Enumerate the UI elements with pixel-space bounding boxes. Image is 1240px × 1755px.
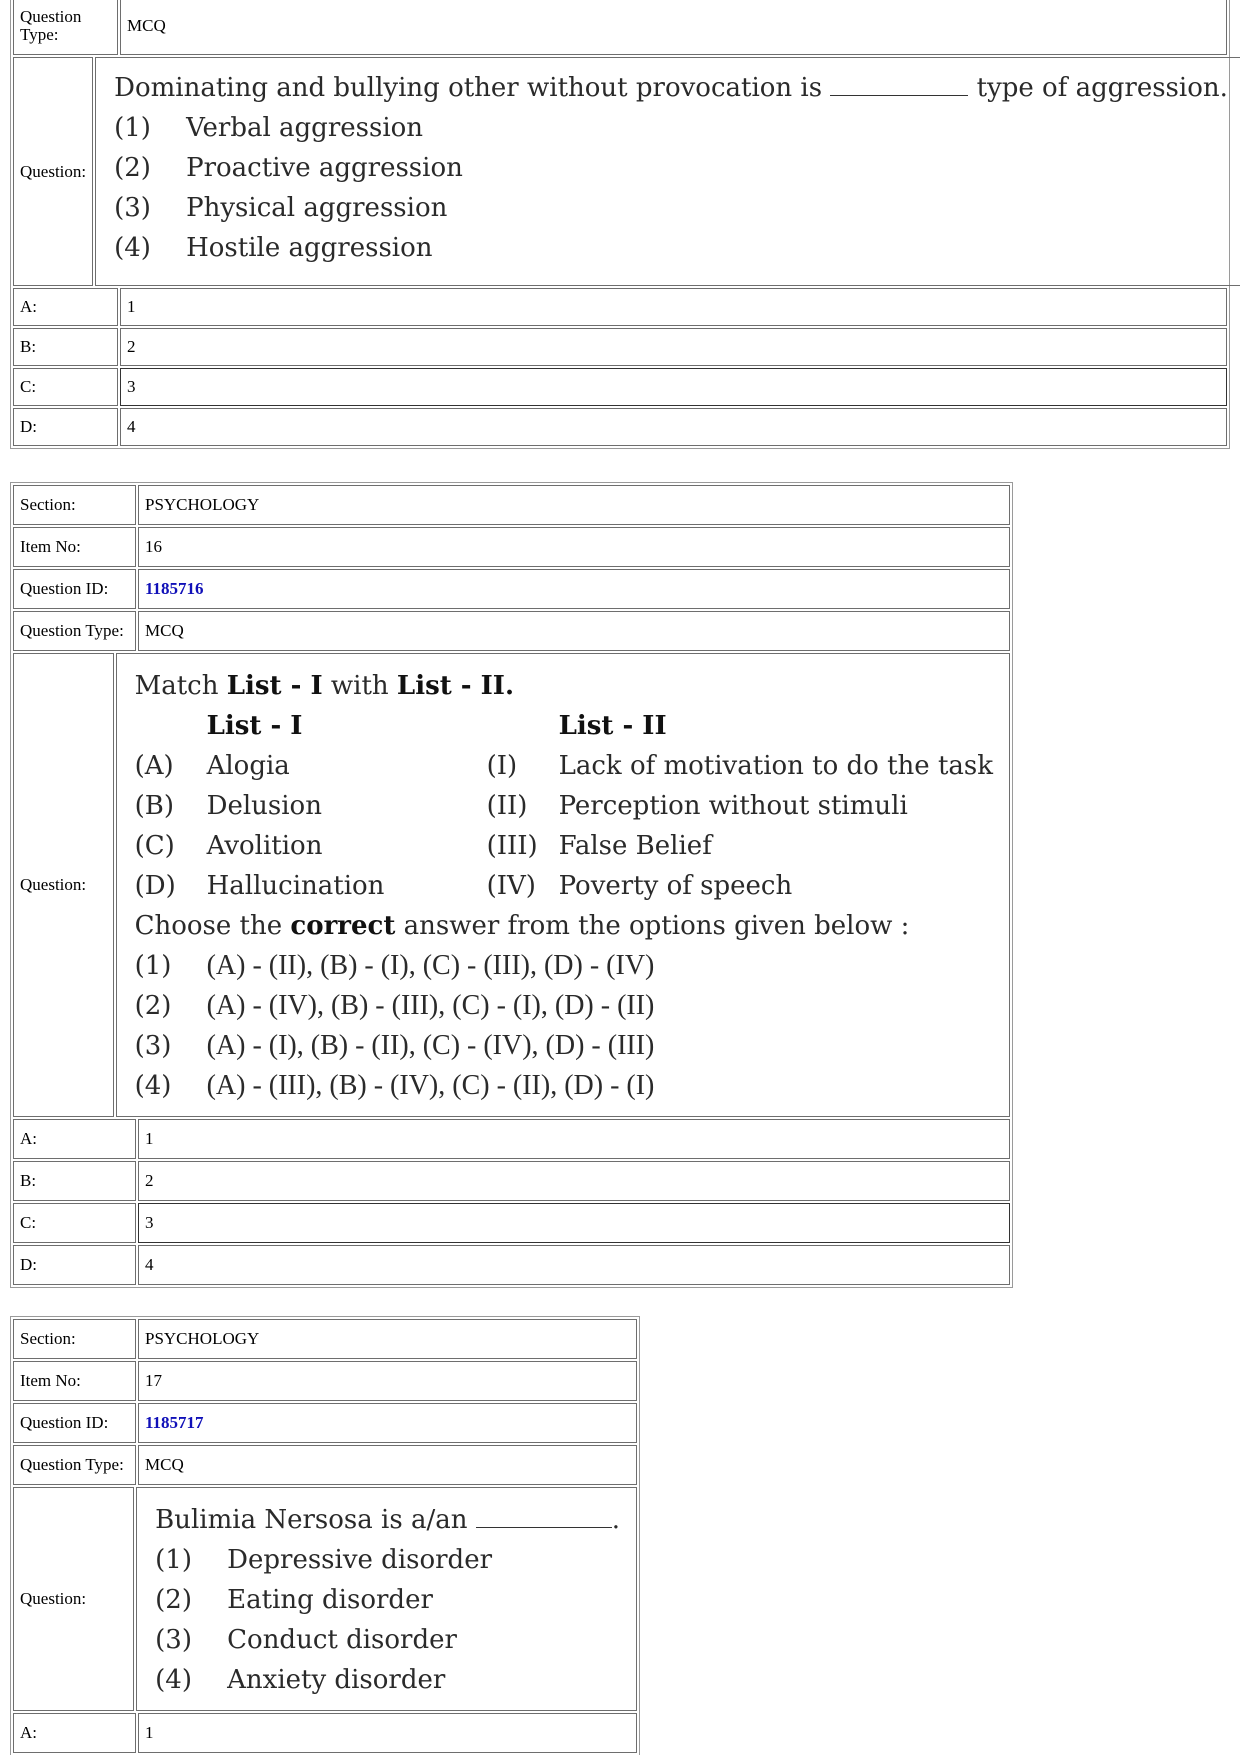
- item-no-value: 16: [138, 527, 1010, 567]
- section-row: [13, 1319, 637, 1359]
- question-row: [13, 1487, 637, 1711]
- stem-text: Bulimia Nersosa is a/an: [155, 1505, 468, 1535]
- intro-text: with: [330, 671, 389, 701]
- answer-value: 1: [138, 1713, 637, 1753]
- answer-row-c: [13, 1203, 1010, 1243]
- option-text: Physical aggression: [186, 193, 448, 223]
- option-text: Anxiety disorder: [227, 1665, 446, 1695]
- question-id-row: [13, 569, 1010, 609]
- section-value: PSYCHOLOGY: [138, 1319, 637, 1359]
- list1-value: Delusion: [206, 791, 322, 821]
- answer-row-d: [13, 408, 1227, 446]
- option-number: (1): [155, 1545, 192, 1575]
- stem-end: .: [611, 1505, 620, 1535]
- question-type-value: MCQ: [138, 1445, 637, 1485]
- list2-key: (IV): [486, 871, 536, 901]
- choose-instruction: [135, 906, 993, 946]
- intro-list2: List - II.: [396, 671, 514, 701]
- answer-row-b: [13, 1161, 1010, 1201]
- option-1: [155, 1540, 620, 1580]
- instruction-text: answer from the options given below :: [403, 911, 910, 941]
- list2-value: False Belief: [558, 831, 712, 861]
- option-4: [135, 1066, 993, 1106]
- question-id-value: 1185716: [145, 579, 204, 598]
- question-label: Question:: [13, 57, 93, 286]
- option-number: (2): [134, 991, 172, 1021]
- list1-key: (C): [134, 831, 175, 861]
- option-text: Eating disorder: [227, 1585, 433, 1615]
- option-2: [114, 148, 1228, 188]
- answer-blank: [830, 71, 968, 96]
- section-value: PSYCHOLOGY: [138, 485, 1010, 525]
- question-row: [13, 57, 1227, 286]
- question-type-row: [13, 1445, 637, 1485]
- answer-value: 2: [120, 328, 1227, 366]
- list2-key: (III): [486, 831, 538, 861]
- question-block-3: [10, 1316, 640, 1755]
- option-4: [155, 1660, 620, 1700]
- list2-value: Lack of motivation to do the task: [558, 751, 993, 781]
- section-label: Section:: [13, 485, 136, 525]
- answer-value: 3: [138, 1203, 1010, 1243]
- option-number: (3): [155, 1625, 192, 1655]
- list1-value: Alogia: [206, 751, 290, 781]
- item-no-value: 17: [138, 1361, 637, 1401]
- question-label: Question:: [13, 1487, 134, 1711]
- question-row: [13, 653, 1010, 1117]
- question-type-row: [13, 611, 1010, 651]
- question-content: [95, 57, 1240, 286]
- intro-list1: List - I: [226, 671, 323, 701]
- question-content: [136, 1487, 637, 1711]
- question-type-value: MCQ: [120, 0, 1227, 55]
- stem-text-end: type of aggression.: [976, 73, 1228, 103]
- list1-key: (D): [134, 871, 176, 901]
- question-type-value: MCQ: [138, 611, 1010, 651]
- option-number: (4): [155, 1665, 192, 1695]
- option-3: [135, 1026, 993, 1066]
- answer-row-c: [13, 368, 1227, 406]
- option-number: (2): [114, 153, 151, 183]
- option-text: (A) - (III), (B) - (IV), (C) - (II), (D) - (I): [206, 1070, 655, 1101]
- option-number: (3): [134, 1031, 172, 1061]
- option-3: [114, 188, 1228, 228]
- list1-header: List - I: [206, 711, 303, 741]
- question-id-row: [13, 1403, 637, 1443]
- answer-label: C:: [13, 368, 118, 406]
- question-id-value: 1185717: [145, 1413, 204, 1432]
- instruction-text: Choose the: [134, 911, 283, 941]
- answer-label: D:: [13, 408, 118, 446]
- item-no-row: [13, 1361, 637, 1401]
- section-row: [13, 485, 1010, 525]
- question-label: Question:: [13, 653, 114, 1117]
- option-text: (A) - (II), (B) - (I), (C) - (III), (D) - (IV): [206, 950, 655, 981]
- answer-value: 4: [138, 1245, 1010, 1285]
- answer-label: B:: [13, 328, 118, 366]
- list2-value: Perception without stimuli: [558, 791, 908, 821]
- option-text: (A) - (I), (B) - (II), (C) - (IV), (D) - (III): [206, 1030, 655, 1061]
- answer-value: 1: [138, 1119, 1010, 1159]
- answer-value: 1: [120, 288, 1227, 326]
- list2-header: List - II: [558, 711, 667, 741]
- answer-row-a: [13, 1119, 1010, 1159]
- question-block-2: [10, 482, 1013, 1288]
- option-text: (A) - (IV), (B) - (III), (C) - (I), (D) - (II): [206, 990, 655, 1021]
- answer-row-a: [13, 1713, 637, 1753]
- item-no-row: [13, 527, 1010, 567]
- option-text: Hostile aggression: [186, 233, 433, 263]
- option-1: [114, 108, 1228, 148]
- question-stem: [155, 1500, 620, 1540]
- option-1: [135, 946, 993, 986]
- answer-value: 4: [120, 408, 1227, 446]
- option-number: (4): [134, 1071, 172, 1101]
- answer-label: A:: [13, 1119, 136, 1159]
- option-text: Conduct disorder: [227, 1625, 457, 1655]
- match-intro: [135, 666, 993, 706]
- answer-row-d: [13, 1245, 1010, 1285]
- question-block-1: [10, 0, 1230, 449]
- question-type-label: Question Type:: [13, 0, 118, 55]
- answer-row-a: [13, 288, 1227, 326]
- question-type-label: Question Type:: [13, 1445, 136, 1485]
- option-2: [155, 1580, 620, 1620]
- list1-value: Hallucination: [206, 871, 385, 901]
- question-stem: [114, 68, 1228, 108]
- option-number: (1): [114, 113, 151, 143]
- question-id-label: Question ID:: [13, 569, 136, 609]
- item-no-label: Item No:: [13, 1361, 136, 1401]
- answer-value: 3: [120, 368, 1227, 406]
- question-content: [116, 653, 1010, 1117]
- option-number: (3): [114, 193, 151, 223]
- option-2: [135, 986, 993, 1026]
- option-4: [114, 228, 1228, 268]
- option-number: (1): [134, 951, 172, 981]
- option-number: (4): [114, 233, 151, 263]
- option-text: Verbal aggression: [186, 113, 424, 143]
- option-number: (2): [155, 1585, 192, 1615]
- answer-row-b: [13, 328, 1227, 366]
- answer-blank: [476, 1503, 612, 1528]
- match-table: [135, 706, 993, 906]
- answer-label: B:: [13, 1161, 136, 1201]
- list2-key: (I): [486, 751, 518, 781]
- list1-key: (B): [134, 791, 174, 821]
- item-no-label: Item No:: [13, 527, 136, 567]
- section-label: Section:: [13, 1319, 136, 1359]
- list1-key: (A): [134, 751, 174, 781]
- option-3: [155, 1620, 620, 1660]
- instruction-bold: correct: [290, 911, 396, 941]
- stem-text: Dominating and bullying other without provocation is: [114, 73, 823, 103]
- option-text: Proactive aggression: [186, 153, 463, 183]
- question-type-label: Question Type:: [13, 611, 136, 651]
- list2-value: Poverty of speech: [558, 871, 793, 901]
- intro-text: Match: [134, 671, 219, 701]
- answer-label: D:: [13, 1245, 136, 1285]
- answer-value: 2: [138, 1161, 1010, 1201]
- answer-label: A:: [13, 1713, 136, 1753]
- answer-label: A:: [13, 288, 118, 326]
- answer-label: C:: [13, 1203, 136, 1243]
- question-id-label: Question ID:: [13, 1403, 136, 1443]
- list1-value: Avolition: [206, 831, 323, 861]
- question-type-row: [13, 0, 1227, 55]
- list2-key: (II): [486, 791, 528, 821]
- option-text: Depressive disorder: [227, 1545, 493, 1575]
